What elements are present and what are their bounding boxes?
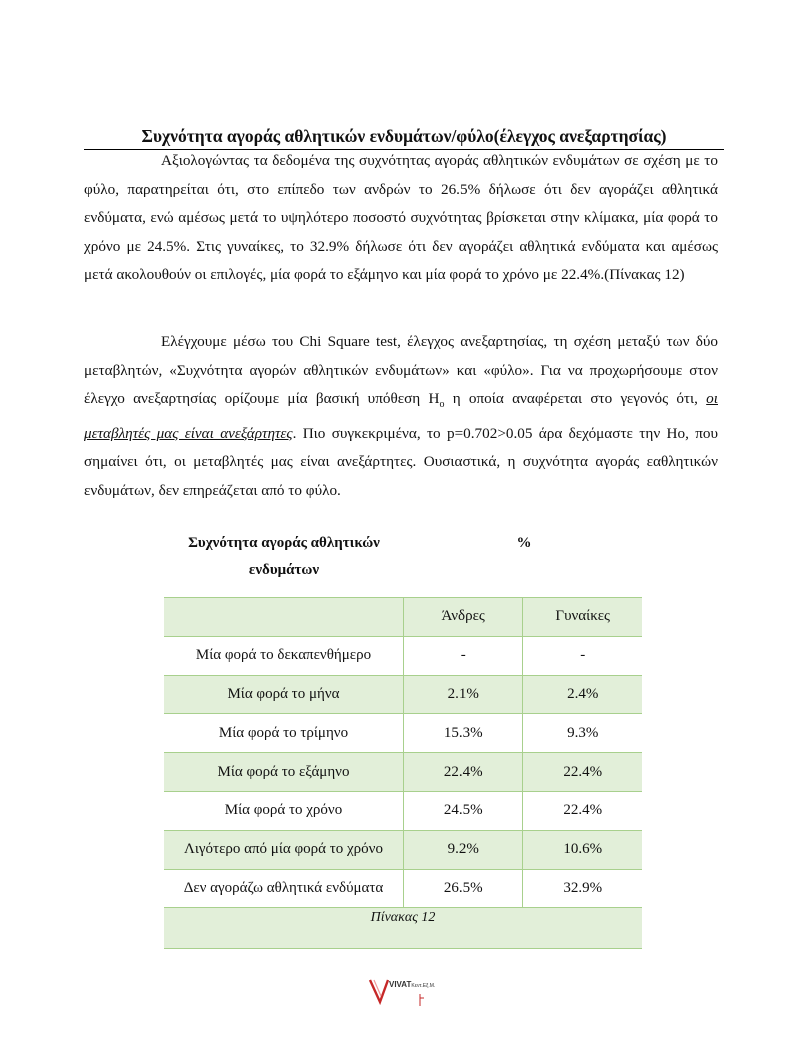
paragraph-1: Αξιολογώντας τα δεδομένα της συχνότητας αγοράς αθλητικών ενδυμάτων σε σχέση με το φύλο, παρατηρείται ότι, στο επίπεδο των ανδρών το 26.5% δήλωσε ότι δεν αγοράζει αθλητικά ενδύματα, ενώ αμέσως μετά το υψηλότερο ποσοστό συχνότητας βρίσκεται στην κλίμακα, μία φορά το χρόνο με 24.5%. Στις γυναίκες, το 32.9% δήλωσε ότι δεν αγοράζει αθλητικά ενδύματα και αμέσως μετά ακολουθούν οι επιλογές, μία φορά το εξάμηνο και μία φορά το χρόνο με 22.4%.(Πίνακας 12) bbox=[84, 152, 718, 283]
vivat-logo-icon bbox=[368, 972, 440, 1012]
table-title-block bbox=[164, 530, 642, 580]
men-value: - bbox=[403, 636, 522, 675]
logo-text bbox=[389, 980, 435, 989]
section-heading: Συχνότητα αγοράς αθλητικών ενδυμάτων/φύλο(έλεγχος ανεξαρτησίας) bbox=[141, 126, 667, 146]
column-header-women: Γυναίκες bbox=[523, 598, 642, 637]
women-value: 9.3% bbox=[523, 714, 642, 753]
men-value: 9.2% bbox=[403, 830, 522, 869]
table-caption: Πίνακας 12 bbox=[164, 908, 642, 949]
table-row bbox=[164, 714, 642, 753]
row-label: Μία φορά το χρόνο bbox=[164, 791, 403, 830]
women-value: - bbox=[523, 636, 642, 675]
men-value: 15.3% bbox=[403, 714, 522, 753]
women-value: 22.4% bbox=[523, 753, 642, 792]
men-value: 22.4% bbox=[403, 753, 522, 792]
row-label: Μία φορά το μήνα bbox=[164, 675, 403, 714]
table-title bbox=[164, 530, 404, 584]
women-value: 22.4% bbox=[523, 791, 642, 830]
row-label: Μία φορά το δεκαπενθήμερο bbox=[164, 636, 403, 675]
row-label: Μία φορά το εξάμηνο bbox=[164, 753, 403, 792]
women-value: 32.9% bbox=[523, 869, 642, 908]
paragraph-2-part-2: η οποία αναφέρεται στο γεγονός ότι, bbox=[444, 390, 707, 407]
paragraph-2-emphasis: οι μεταβλητές μας είναι ανεξάρτητες bbox=[84, 390, 718, 442]
table-caption-row bbox=[164, 908, 642, 949]
men-value: 26.5% bbox=[403, 869, 522, 908]
men-value: 2.1% bbox=[403, 675, 522, 714]
column-header-men: Άνδρες bbox=[403, 598, 522, 637]
table-row bbox=[164, 830, 642, 869]
header-empty-cell bbox=[164, 598, 403, 637]
paragraph-2-part-1: Ελέγχουμε μέσω του Chi Square test, έλεγχος ανεξαρτησίας, τη σχέση μεταξύ των δύο μεταβλητών, «Συχνότητα αγορών αθλητικών ενδυμάτων» και «φύλο». Για να προχωρήσουμε στον έλεγχο ανεξαρτησίας ορίζουμε μία βασική υπόθεση H bbox=[84, 333, 718, 407]
paragraph-2-part-3: . Πιο συγκεκριμένα, το p=0.702>0.05 άρα δεχόμαστε την Ho, που σημαίνει ότι, οι μεταβλητές μας είναι ανεξάρτητες. Ουσιαστικά, η συχνότητα αγοράς εαθλητικών ενδυμάτων, δεν επηρεάζεται από το φύλο. bbox=[84, 424, 719, 499]
row-label: Λιγότερο από μία φορά το χρόνο bbox=[164, 830, 403, 869]
table-row bbox=[164, 675, 642, 714]
paragraph-2 bbox=[84, 328, 718, 505]
table-row bbox=[164, 869, 642, 908]
frequency-table bbox=[164, 597, 642, 949]
footer-logo bbox=[368, 972, 440, 1012]
men-value: 24.5% bbox=[403, 791, 522, 830]
women-value: 10.6% bbox=[523, 830, 642, 869]
table-header-row bbox=[164, 598, 642, 637]
logo-text-main: VIVAT bbox=[389, 980, 412, 989]
table-title-line-2: ενδυμάτων bbox=[248, 562, 320, 578]
table-row bbox=[164, 791, 642, 830]
percent-label: % bbox=[516, 535, 532, 551]
paragraph-2-subscript: o bbox=[439, 399, 445, 411]
table-row bbox=[164, 636, 642, 675]
row-label: Μία φορά το τρίμηνο bbox=[164, 714, 403, 753]
table-title-line-1: Συχνότητα αγοράς αθλητικών bbox=[188, 535, 380, 551]
women-value: 2.4% bbox=[523, 675, 642, 714]
logo-text-small: Κεντ.Εξ.Μ. bbox=[411, 983, 436, 989]
row-label: Δεν αγοράζω αθλητικά ενδύματα bbox=[164, 869, 403, 908]
table-row bbox=[164, 753, 642, 792]
